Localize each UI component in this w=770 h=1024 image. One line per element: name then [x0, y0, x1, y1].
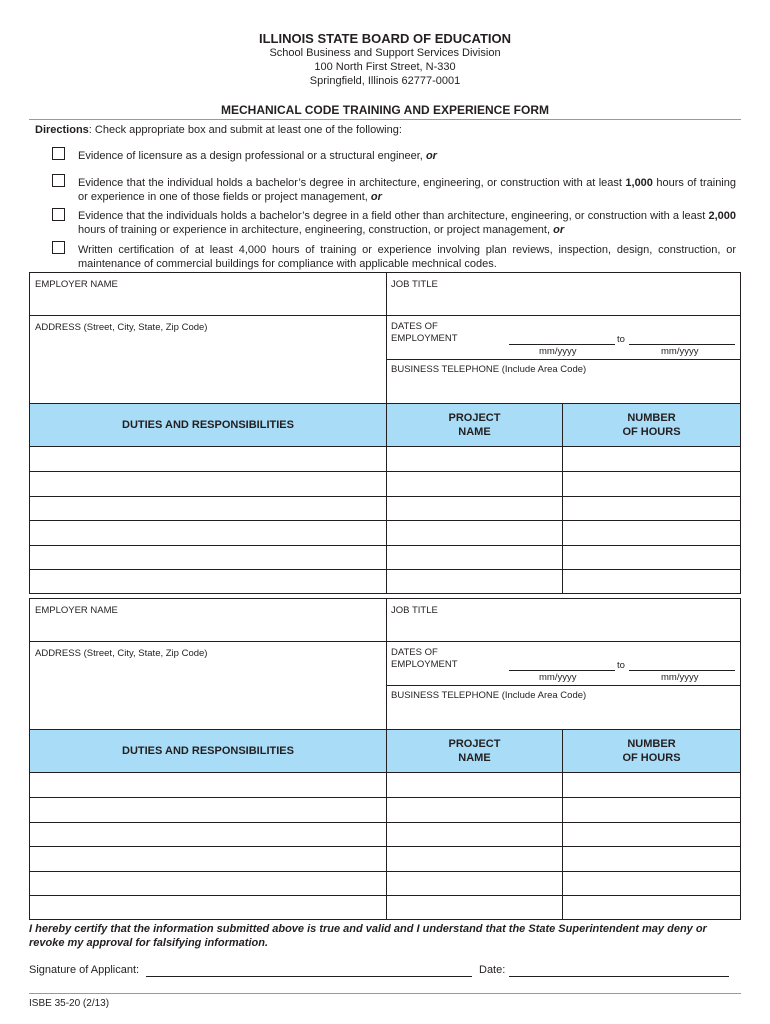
- option-1-text: Evidence of licensure as a design professional or a structural engineer, or: [78, 150, 437, 162]
- form-title: MECHANICAL CODE TRAINING AND EXPERIENCE FORM: [220, 103, 549, 117]
- hours-header-2: OF HOURS: [622, 752, 681, 764]
- date-to-label: to: [617, 660, 625, 671]
- table-row[interactable]: [30, 471, 740, 472]
- certification-statement: I hereby certify that the information submitted above is true and valid and I understand that the State Superintendent may deny or revoke my approval for falsifying information.: [29, 923, 707, 949]
- agency-name: ILLINOIS STATE BOARD OF EDUCATION: [258, 31, 512, 46]
- employer-name-label: EMPLOYER NAME: [35, 279, 118, 290]
- job-title-label: JOB TITLE: [391, 605, 438, 616]
- option-3-text: Evidence that the individuals holds a bachelor’s degree in a field other than architecture, engineering, or construction with a least 2,000 hours of training or experience in architecture, engineering, construction, or project management, or: [78, 210, 736, 236]
- dates-label-1: DATES OF: [391, 321, 438, 332]
- street-address: 100 North First Street, N-330: [314, 61, 456, 73]
- employer-name-field[interactable]: [30, 287, 384, 314]
- table-row[interactable]: [30, 496, 740, 497]
- title-rule: [29, 119, 741, 120]
- directions-label: Directions: [35, 124, 89, 136]
- project-header-2: NAME: [458, 426, 491, 438]
- address-label: ADDRESS (Street, City, State, Zip Code): [35, 322, 208, 333]
- duties-header-band: [30, 729, 740, 773]
- duties-header: DUTIES AND RESPONSIBILITIES: [122, 745, 294, 757]
- job-title-field[interactable]: [388, 613, 738, 640]
- job-title-label: JOB TITLE: [391, 279, 438, 290]
- option-2-text: Evidence that the individual holds a bachelor’s degree in architecture, engineering, or construction with at least 1,000 hours of training or experience in one of those fields or project management, or: [78, 177, 736, 203]
- date-to-field[interactable]: [629, 670, 735, 671]
- date-from-field[interactable]: [509, 670, 615, 671]
- employment-section-1: [29, 272, 741, 594]
- hours-header-1: NUMBER: [627, 738, 676, 750]
- table-row[interactable]: [30, 871, 740, 872]
- address-label: ADDRESS (Street, City, State, Zip Code): [35, 648, 208, 659]
- option-2-checkbox[interactable]: [52, 174, 65, 187]
- table-row[interactable]: [30, 545, 740, 546]
- table-row[interactable]: [30, 520, 740, 521]
- footer-rule: [29, 993, 741, 994]
- employment-section-2: [29, 598, 741, 920]
- table-row[interactable]: [30, 846, 740, 847]
- directions: [35, 124, 402, 136]
- job-title-field[interactable]: [388, 287, 738, 314]
- hours-header-2: OF HOURS: [622, 426, 681, 438]
- duties-header-band: [30, 403, 740, 447]
- signature-label: Signature of Applicant:: [29, 964, 140, 976]
- date-to-label: to: [617, 334, 625, 345]
- date-from-format: mm/yyyy: [539, 346, 577, 357]
- project-header-2: NAME: [458, 752, 491, 764]
- date-label: Date:: [479, 964, 506, 976]
- duties-header: DUTIES AND RESPONSIBILITIES: [122, 419, 294, 431]
- form-number: ISBE 35-20 (2/13): [29, 998, 110, 1009]
- option-3-checkbox[interactable]: [52, 208, 65, 221]
- table-row[interactable]: [30, 797, 740, 798]
- employer-name-label: EMPLOYER NAME: [35, 605, 118, 616]
- date-from-format: mm/yyyy: [539, 672, 577, 683]
- directions-text: : Check appropriate box and submit at least one of the following:: [88, 124, 402, 136]
- date-to-field[interactable]: [629, 344, 735, 345]
- project-header-1: PROJECT: [448, 412, 501, 424]
- date-to-format: mm/yyyy: [661, 672, 699, 683]
- telephone-field[interactable]: [388, 376, 738, 401]
- dates-label-2: EMPLOYMENT: [391, 333, 458, 344]
- date-to-format: mm/yyyy: [661, 346, 699, 357]
- option-4-checkbox[interactable]: [52, 241, 65, 254]
- telephone-label: BUSINESS TELEPHONE (Include Area Code): [391, 364, 587, 375]
- table-row[interactable]: [30, 895, 740, 896]
- city-address: Springfield, Illinois 62777-0001: [309, 75, 461, 87]
- employer-name-field[interactable]: [30, 613, 384, 640]
- option-1-checkbox[interactable]: [52, 147, 65, 160]
- hours-header-1: NUMBER: [627, 412, 676, 424]
- division-name: School Business and Support Services Division: [269, 47, 501, 59]
- option-4-text: Written certification of at least 4,000 hours of training or experience involving plan reviews, inspection, design, construction, or maintenance of commercial buildings for compliance with applicable mechnical codes.: [78, 244, 736, 270]
- dates-label-1: DATES OF: [391, 647, 438, 658]
- address-field[interactable]: [30, 333, 384, 401]
- date-field[interactable]: [509, 976, 729, 977]
- table-row[interactable]: [30, 569, 740, 570]
- signature-field[interactable]: [146, 976, 472, 977]
- dates-label-2: EMPLOYMENT: [391, 659, 458, 670]
- project-header-1: PROJECT: [448, 738, 501, 750]
- telephone-field[interactable]: [388, 702, 738, 727]
- telephone-label: BUSINESS TELEPHONE (Include Area Code): [391, 690, 587, 701]
- table-row[interactable]: [30, 822, 740, 823]
- date-from-field[interactable]: [509, 344, 615, 345]
- address-field[interactable]: [30, 659, 384, 727]
